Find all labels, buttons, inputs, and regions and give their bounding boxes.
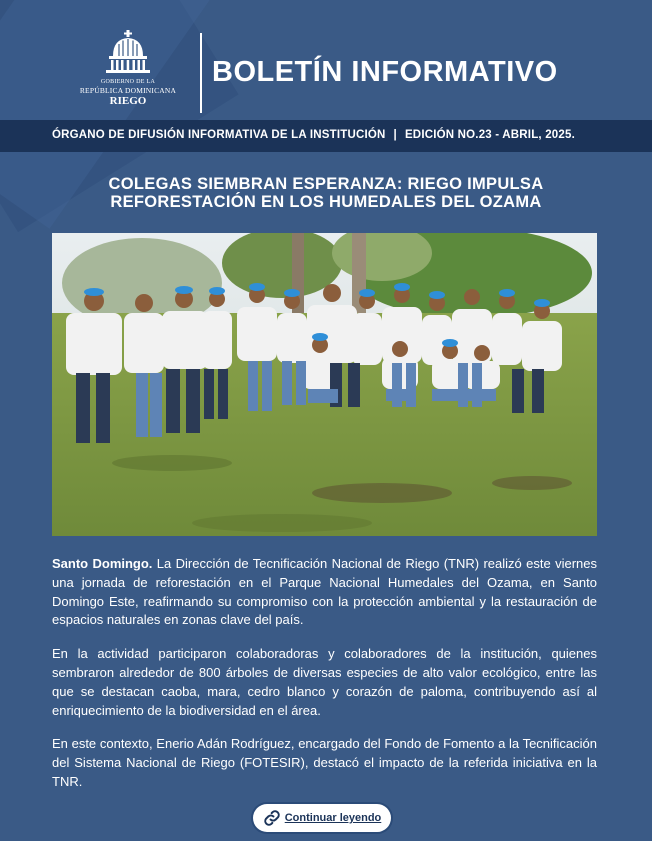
article-headline (40, 175, 612, 211)
link-icon (263, 809, 281, 827)
logo-line-riego: RIEGO (109, 95, 147, 107)
dateline: Santo Domingo. (52, 556, 153, 571)
article-body (52, 555, 597, 807)
newsletter-title: BOLETÍN INFORMATIVO (212, 56, 558, 88)
continue-reading-label: Continuar leyendo (284, 812, 382, 824)
institution-logo (78, 30, 178, 108)
band-text (52, 129, 575, 141)
article-paragraph: En la actividad participaron colaboradoras y colaboradores de la institución, quienes sembraron alrededor de 800 árboles de diversas especies de alto valor ecológico, entre las que se destacan caoba, mara, cedro blanco y corazón de paloma, contribuyendo así al enriquecimiento de la biodiversidad en el área. (52, 646, 597, 718)
government-dome-icon (103, 30, 153, 76)
article-paragraph: En este contexto, Enerio Adán Rodríguez, encargado del Fondo de Fomento a la Tecnificación del Sistema Nacional de Riego (FOTESIR), destacó el impacto de la referida iniciativa en la TNR. (52, 736, 597, 789)
header (0, 0, 652, 120)
continue-reading-button[interactable] (253, 804, 391, 832)
header-divider (200, 33, 202, 113)
band-separator: | (393, 129, 397, 141)
logo-line-republic: REPÚBLICA DOMINICANA (79, 86, 177, 95)
group-photo (52, 233, 597, 536)
organ-label: ÓRGANO DE DIFUSIÓN INFORMATIVA DE LA INSTITUCIÓN (52, 129, 386, 141)
headline-line-1: COLEGAS SIEMBRAN ESPERANZA: RIEGO IMPULSA (108, 175, 544, 193)
paragraph-text: La Dirección de Tecnificación Nacional de Riego (TNR) realizó este viernes una jornada de reforestación en el Parque Nacional Humedales del Ozama, en Santo Domingo Este, reafirmando su compromiso con la protección ambiental y la restauración de espacios naturales en zonas clave del país. (52, 556, 597, 628)
reforestation-group-photo (52, 233, 597, 536)
article-paragraph (52, 555, 597, 630)
logo-line-government: GOBIERNO DE LA (100, 79, 156, 85)
headline-line-2: REFORESTACIÓN EN LOS HUMEDALES DEL OZAMA (110, 193, 542, 211)
info-band (0, 120, 652, 152)
edition-label: EDICIÓN NO.23 - ABRIL, 2025. (404, 129, 575, 141)
